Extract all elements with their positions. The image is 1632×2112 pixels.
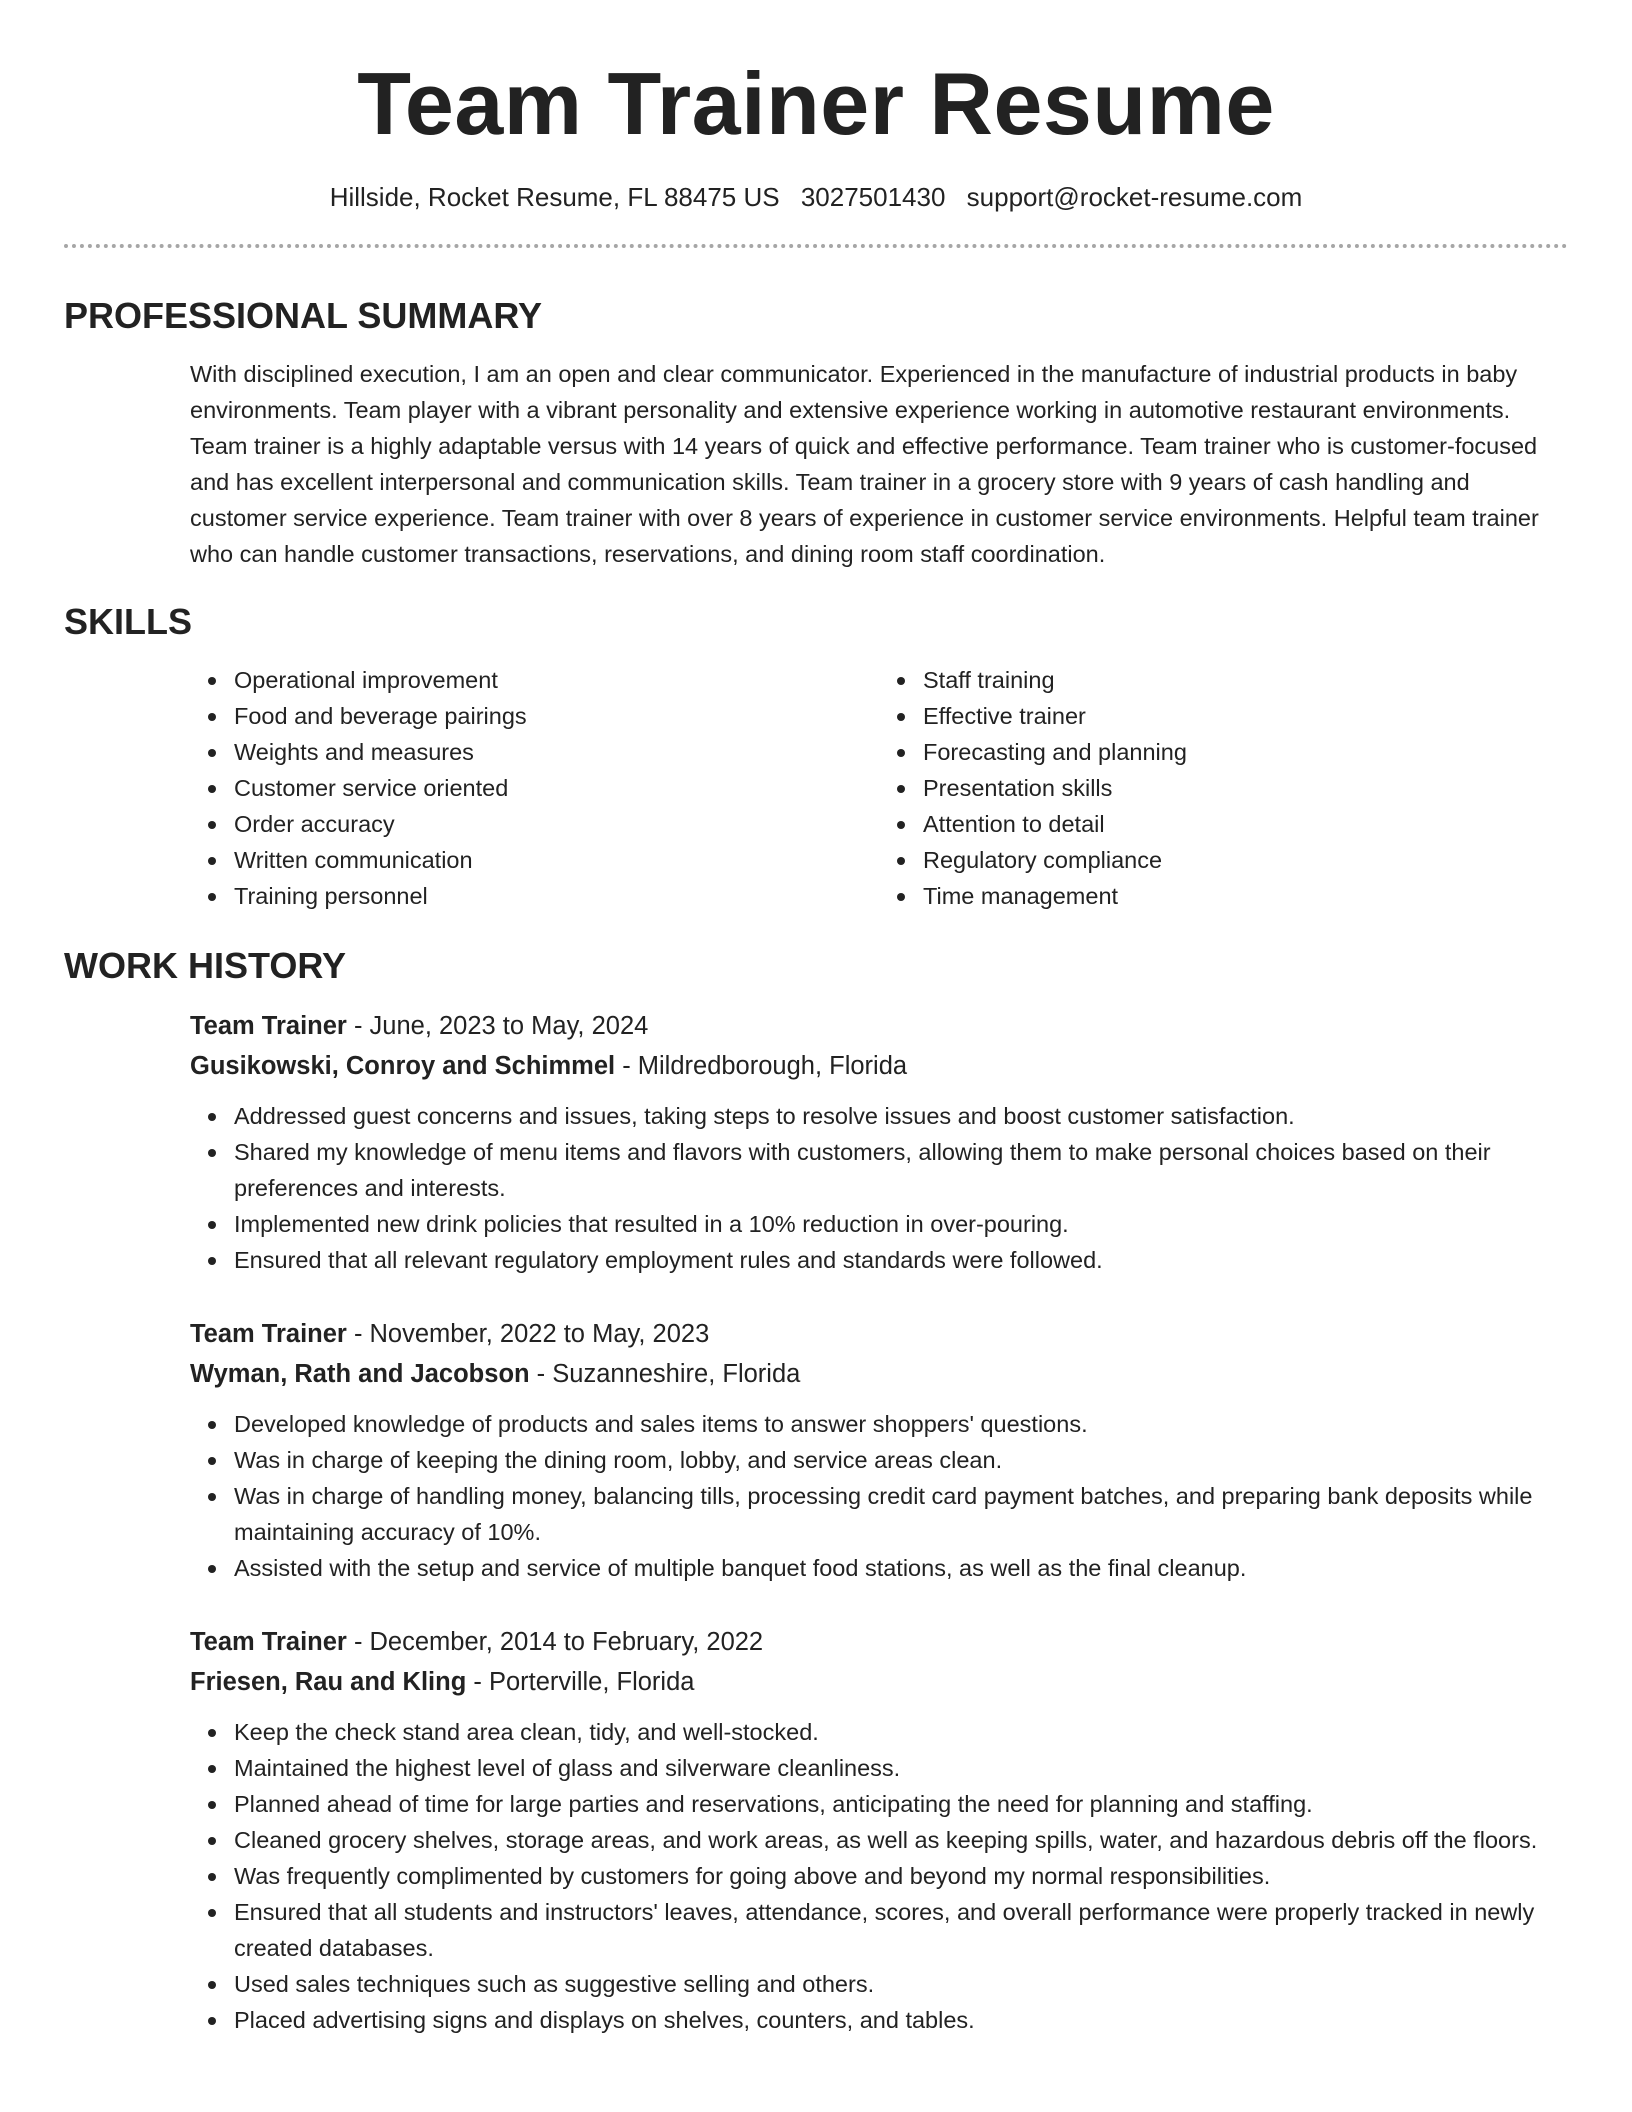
contact-phone: 3027501430 (800, 182, 946, 212)
job-company-line (190, 1046, 1568, 1086)
skill-item: Weights and measures (234, 734, 879, 770)
job-role: Team Trainer (190, 1012, 347, 1040)
summary-text: With disciplined execution, I am an open and clear communicator. Experienced in the manufacture of industrial products in baby environments. Team player with a vibrant personality and extensive experience working in automotive restaurant environments. Team trainer is a highly adaptable versus with 14 years of quick and effective performance. Team trainer who is customer-focused and has excellent interpersonal and communication skills. Team trainer in a grocery store with 9 years of cash handling and customer service experience. Team trainer with over 8 years of experience in customer service environments. Helpful team trainer who can handle customer transactions, reservations, and dining room staff coordination. (190, 361, 1539, 567)
job-entry (190, 1006, 1568, 1278)
job-title-line (190, 1006, 1568, 1046)
skills-body (190, 662, 1568, 914)
work-history-body (190, 1006, 1568, 2038)
skill-item: Customer service oriented (234, 770, 879, 806)
skill-item: Forecasting and planning (923, 734, 1568, 770)
professional-summary-section (64, 294, 1568, 572)
job-location: - Porterville, Florida (466, 1668, 695, 1696)
header-divider (64, 244, 1568, 248)
skill-item: Written communication (234, 842, 879, 878)
job-bullet: Assisted with the setup and service of multiple banquet food stations, as well as the final cleanup. (234, 1550, 1568, 1586)
job-bullets (190, 1714, 1568, 2038)
job-entry (190, 1314, 1568, 1586)
job-bullet: Shared my knowledge of menu items and flavors with customers, allowing them to make personal choices based on their preferences and interests. (234, 1134, 1568, 1206)
job-bullet: Keep the check stand area clean, tidy, and well-stocked. (234, 1714, 1568, 1750)
job-title-line (190, 1622, 1568, 1662)
job-bullet: Planned ahead of time for large parties and reservations, anticipating the need for planning and staffing. (234, 1786, 1568, 1822)
skill-item: Staff training (923, 662, 1568, 698)
skills-section (64, 600, 1568, 914)
skill-item: Regulatory compliance (923, 842, 1568, 878)
job-company: Wyman, Rath and Jacobson (190, 1360, 530, 1388)
skills-column-left (190, 662, 879, 914)
job-bullet: Addressed guest concerns and issues, taking steps to resolve issues and boost customer satisfaction. (234, 1098, 1568, 1134)
job-bullet: Implemented new drink policies that resulted in a 10% reduction in over-pouring. (234, 1206, 1568, 1242)
job-bullet: Was in charge of handling money, balancing tills, processing credit card payment batches, and preparing bank deposits while maintaining accuracy of 10%. (234, 1478, 1568, 1550)
job-bullet: Developed knowledge of products and sales items to answer shoppers' questions. (234, 1406, 1568, 1442)
job-role: Team Trainer (190, 1628, 347, 1656)
job-bullets (190, 1406, 1568, 1586)
job-bullet: Maintained the highest level of glass and silverware cleanliness. (234, 1750, 1568, 1786)
job-dates: - June, 2023 to May, 2024 (346, 1012, 649, 1040)
skill-item: Training personnel (234, 878, 879, 914)
section-title-summary: PROFESSIONAL SUMMARY (64, 295, 543, 336)
job-entry (190, 1622, 1568, 2038)
job-company-line (190, 1354, 1568, 1394)
skill-item: Time management (923, 878, 1568, 914)
job-dates: - December, 2014 to February, 2022 (346, 1628, 764, 1656)
job-bullet: Cleaned grocery shelves, storage areas, and work areas, as well as keeping spills, water, and hazardous debris off the floors. (234, 1822, 1568, 1858)
summary-body (190, 356, 1568, 572)
contact-address: Hillside, Rocket Resume, FL 88475 US (329, 182, 780, 212)
skill-item: Order accuracy (234, 806, 879, 842)
section-title-work-history: WORK HISTORY (64, 945, 347, 986)
work-history-section (64, 944, 1568, 2038)
job-company: Friesen, Rau and Kling (190, 1668, 467, 1696)
job-bullet: Was frequently complimented by customers for going above and beyond my normal responsibilities. (234, 1858, 1568, 1894)
job-bullet: Ensured that all relevant regulatory employment rules and standards were followed. (234, 1242, 1568, 1278)
job-company: Gusikowski, Conroy and Schimmel (190, 1052, 616, 1080)
skill-item: Presentation skills (923, 770, 1568, 806)
job-bullets (190, 1098, 1568, 1278)
job-bullet: Ensured that all students and instructors' leaves, attendance, scores, and overall performance were properly tracked in newly created databases. (234, 1894, 1568, 1966)
job-bullet: Placed advertising signs and displays on shelves, counters, and tables. (234, 2002, 1568, 2038)
resume-title: Team Trainer Resume (357, 54, 1275, 153)
skill-item: Attention to detail (923, 806, 1568, 842)
job-company-line (190, 1662, 1568, 1702)
job-bullet: Used sales techniques such as suggestive selling and others. (234, 1966, 1568, 2002)
job-bullet: Was in charge of keeping the dining room, lobby, and service areas clean. (234, 1442, 1568, 1478)
job-dates: - November, 2022 to May, 2023 (346, 1320, 710, 1348)
skills-column-right (879, 662, 1568, 914)
skill-item: Food and beverage pairings (234, 698, 879, 734)
section-title-skills: SKILLS (64, 601, 193, 642)
job-location: - Suzanneshire, Florida (529, 1360, 801, 1388)
resume-header (64, 0, 1568, 214)
contact-line (64, 180, 1568, 214)
job-location: - Mildredborough, Florida (615, 1052, 908, 1080)
job-title-line (190, 1314, 1568, 1354)
contact-email: support@rocket-resume.com (966, 182, 1303, 212)
job-role: Team Trainer (190, 1320, 347, 1348)
skills-grid (190, 662, 1568, 914)
skill-item: Effective trainer (923, 698, 1568, 734)
skill-item: Operational improvement (234, 662, 879, 698)
